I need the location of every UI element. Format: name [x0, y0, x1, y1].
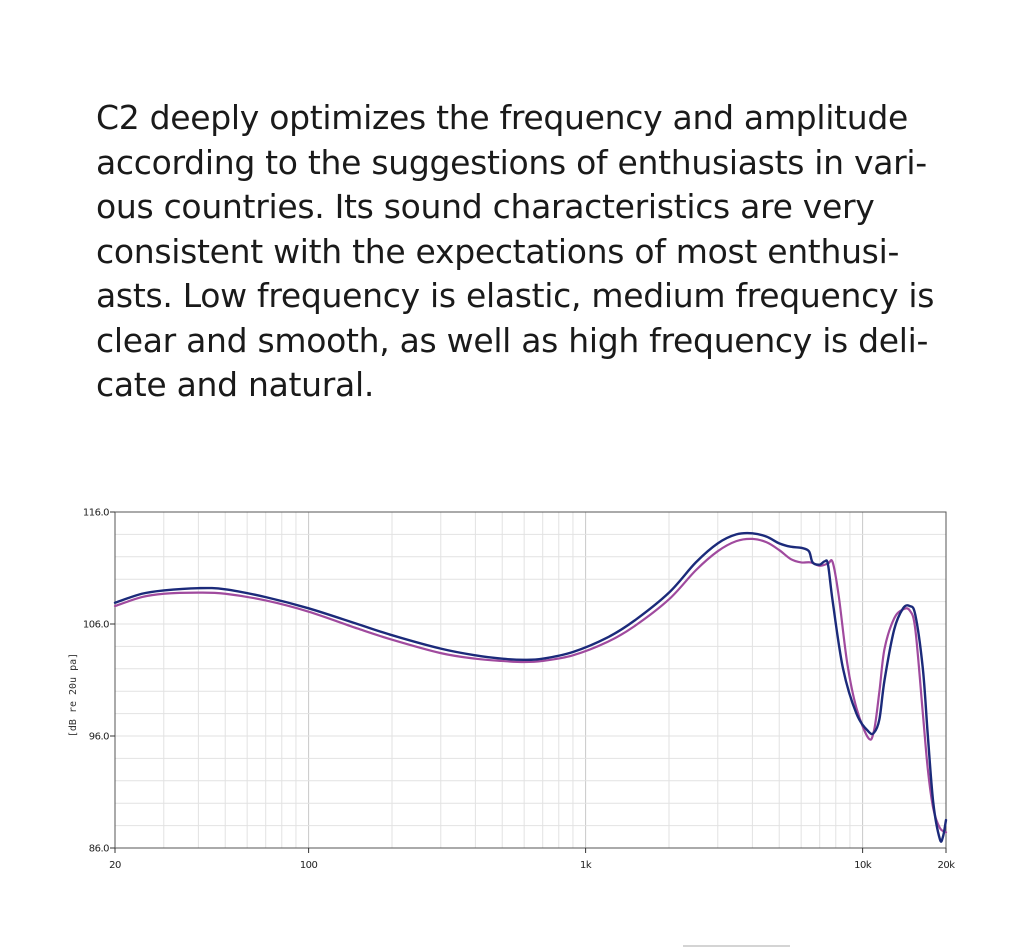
y-tick-label: 116.0 — [82, 507, 109, 519]
x-axis — [109, 848, 955, 871]
paragraph-line: asts. Low frequency is elastic, medium frequency is — [96, 276, 935, 315]
x-tick-label: 1k — [580, 860, 592, 871]
x-tick-label: 10k — [854, 860, 872, 871]
footer-divider — [683, 945, 790, 947]
y-axis — [83, 508, 115, 855]
x-tick-label: 20k — [937, 860, 955, 871]
y-tick-label: 86.0 — [88, 843, 109, 855]
description-paragraph — [96, 96, 956, 408]
y-tick-label: 106.0 — [82, 619, 109, 631]
paragraph-line: according to the suggestions of enthusiasts in vari- — [96, 142, 927, 182]
y-tick-label: 96.0 — [88, 731, 109, 743]
x-tick-label: 100 — [299, 860, 318, 871]
paragraph-line: cate and natural. — [96, 365, 375, 404]
series-line-purple — [115, 539, 946, 832]
x-tick-label: 20 — [109, 860, 121, 871]
paragraph-line: ous countries. Its sound characteristics are very — [96, 187, 875, 226]
paragraph-line: consistent with the expectations of most enthusi- — [96, 231, 900, 271]
frequency-response-chart — [0, 495, 1024, 905]
y-axis-label: [dB re 20u pa] — [68, 652, 79, 738]
paragraph-line: clear and smooth, as well as high frequency is deli- — [96, 320, 929, 360]
paragraph-line: C2 deeply optimizes the frequency and amplitude — [96, 98, 908, 137]
